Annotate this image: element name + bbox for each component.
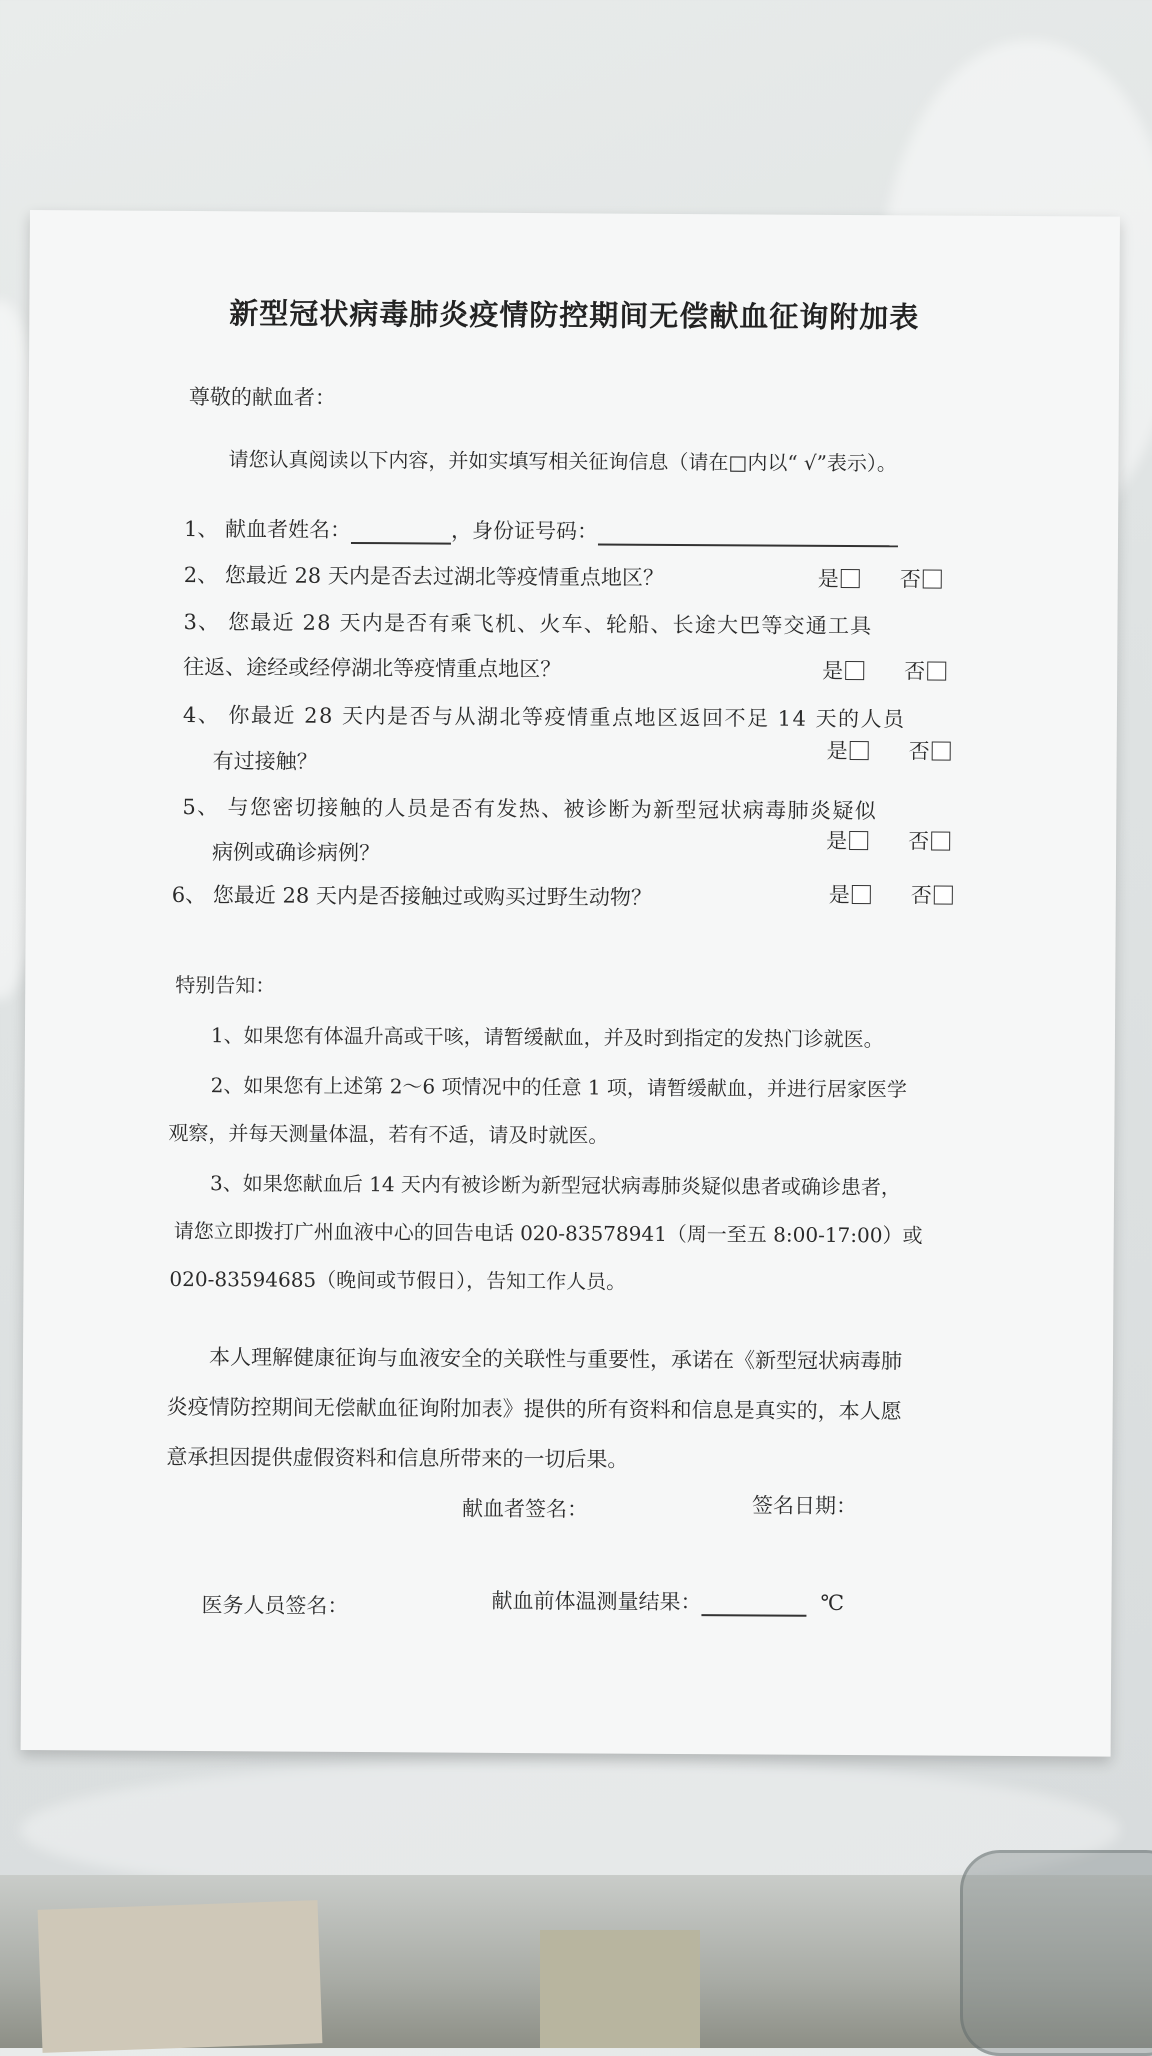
question-5-line: 病例或确诊病例？ xyxy=(212,840,381,866)
question-6-choices xyxy=(829,879,953,910)
question-1 xyxy=(184,513,898,547)
background-glass xyxy=(960,1850,1152,2056)
donor-name-label: 1、 献血者姓名： xyxy=(183,516,352,542)
question-4-choices xyxy=(827,735,951,766)
question-3-choices xyxy=(822,655,946,686)
sign-date-label: 签名日期： xyxy=(752,1493,858,1519)
yes-label: 是 xyxy=(822,658,844,683)
instruction: 请您认真阅读以下内容，并如实填写相关征询信息（请在□内以“ √”表示）。 xyxy=(228,447,897,476)
no-label: 否 xyxy=(908,739,930,764)
notice-item: 3、如果您献血后 14 天内有被诊断为新型冠状病毒肺炎疑似患者或确诊患者， xyxy=(209,1171,902,1200)
yes-label: 是 xyxy=(826,738,848,764)
question-3-yes-checkbox[interactable] xyxy=(845,661,864,680)
question-5-no-checkbox[interactable] xyxy=(931,832,950,851)
question-2-yes-checkbox[interactable] xyxy=(841,569,860,588)
form-title: 新型冠状病毒肺炎疫情防控期间无偿献血征询附加表 xyxy=(229,296,920,335)
temperature-unit: ℃ xyxy=(820,1590,845,1615)
form-paper xyxy=(21,210,1120,1757)
question-5-choices xyxy=(826,825,950,856)
question-2-no-checkbox[interactable] xyxy=(923,569,942,588)
id-number-field[interactable] xyxy=(598,521,898,547)
salutation: 尊敬的献血者： xyxy=(188,384,336,410)
temperature-row xyxy=(491,1585,844,1617)
donor-signature-label: 献血者签名： xyxy=(462,1496,589,1522)
temperature-field[interactable] xyxy=(701,1592,806,1617)
background-package xyxy=(38,1900,323,2053)
question-3-line: 3、 您最近 28 天内是否有乘飞机、火车、轮船、长途大巴等交通工具 xyxy=(183,609,873,639)
yes-label: 是 xyxy=(828,882,850,908)
question-4-yes-checkbox[interactable] xyxy=(850,741,869,760)
notice-item: 020-83594685（晚间或节假日），告知工作人员。 xyxy=(169,1266,627,1294)
declaration-line: 本人理解健康征询与血液安全的关联性与重要性，承诺在《新型冠状病毒肺 xyxy=(208,1345,903,1374)
staff-signature-label: 医务人员签名： xyxy=(201,1593,349,1618)
question-4-line: 有过接触？ xyxy=(212,749,318,774)
no-label: 否 xyxy=(910,883,932,908)
question-6-yes-checkbox[interactable] xyxy=(852,885,871,904)
notice-item: 观察，并每天测量体温，若有不适，请及时就医。 xyxy=(168,1120,609,1148)
question-2-line: 2、 您最近 28 天内是否去过湖北等疫情重点地区？ xyxy=(183,562,664,590)
declaration-line: 意承担因提供虚假资料和信息所带来的一切后果。 xyxy=(166,1444,629,1472)
id-number-label: ，身份证号码： xyxy=(451,518,599,544)
question-6-no-checkbox[interactable] xyxy=(934,886,953,905)
question-2-choices xyxy=(818,563,942,594)
question-3-no-checkbox[interactable] xyxy=(927,661,946,680)
notice-heading: 特别告知： xyxy=(175,972,276,998)
question-6-line: 6、 您最近 28 天内是否接触过或购买过野生动物？ xyxy=(171,882,652,910)
background-package xyxy=(540,1930,700,2048)
notice-item: 2、如果您有上述第 2～6 项情况中的任意 1 项，请暂缓献血，并进行居家医学 xyxy=(210,1073,908,1102)
question-4-no-checkbox[interactable] xyxy=(932,742,951,761)
notice-item: 1、如果您有体温升高或干咳，请暂缓献血，并及时到指定的发热门诊就医。 xyxy=(210,1023,884,1052)
donor-name-field[interactable] xyxy=(351,520,451,545)
question-5-yes-checkbox[interactable] xyxy=(849,831,868,850)
question-4-line: 4、 你最近 28 天内是否与从湖北等疫情重点地区返回不足 14 天的人员 xyxy=(182,702,906,732)
no-label: 否 xyxy=(904,659,926,684)
no-label: 否 xyxy=(899,567,921,592)
yes-label: 是 xyxy=(826,828,848,854)
declaration-line: 炎疫情防控期间无偿献血征询附加表》提供的所有资料和信息是真实的，本人愿 xyxy=(166,1394,902,1424)
yes-label: 是 xyxy=(817,566,839,591)
question-3-line: 往返、途经或经停湖北等疫情重点地区？ xyxy=(183,654,562,682)
no-label: 否 xyxy=(908,829,930,854)
temperature-label: 献血前体温测量结果： xyxy=(491,1588,702,1615)
question-5-line: 5、 与您密切接触的人员是否有发热、被诊断为新型冠状病毒肺炎疑似 xyxy=(182,794,878,824)
notice-item: 请您立即拨打广州血液中心的回告电话 020-83578941（周一至五 8:00-17:00）或 xyxy=(173,1218,923,1248)
